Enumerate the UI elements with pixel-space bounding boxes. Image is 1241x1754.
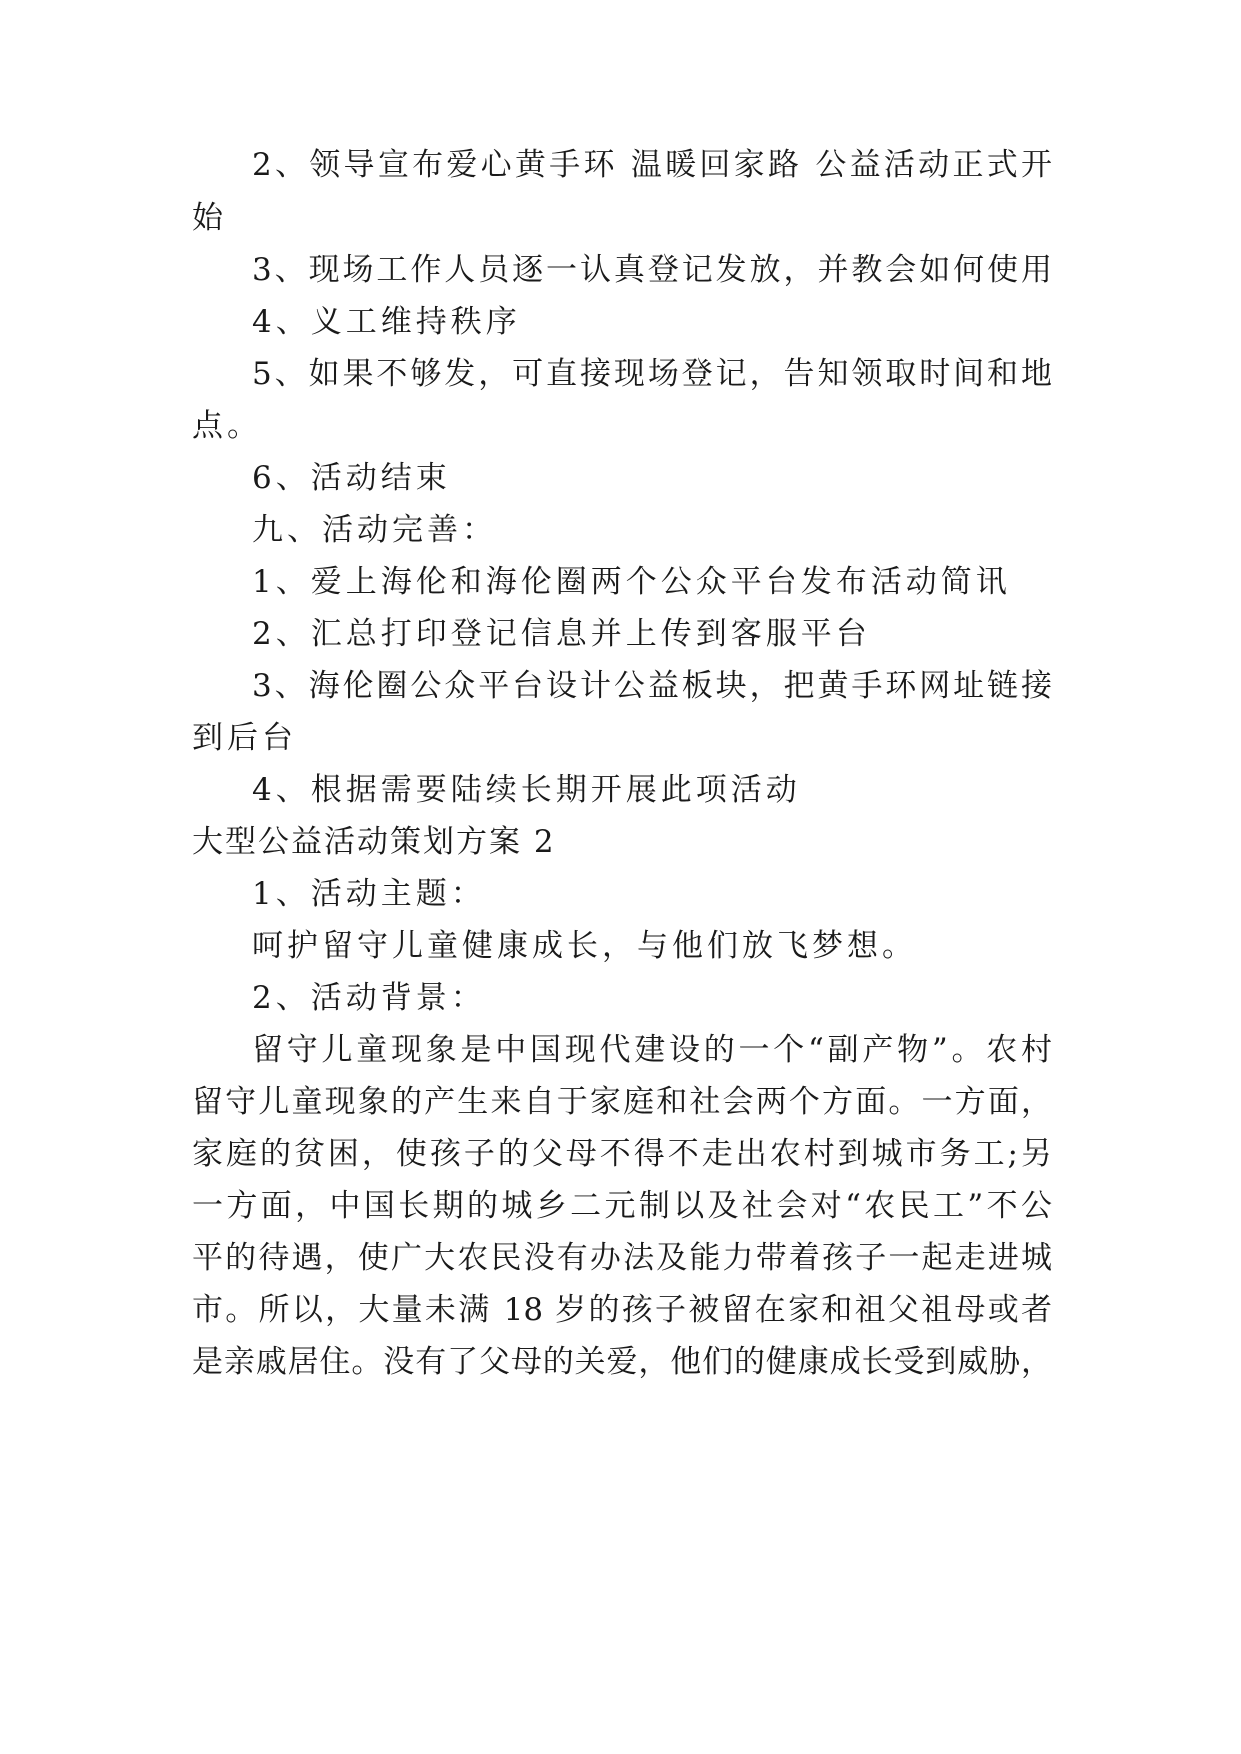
text-line: 到后台 <box>192 720 297 756</box>
section-heading: 九、活动完善： <box>252 512 497 548</box>
text-line: 1、活动主题： <box>252 876 486 912</box>
text-line: 5、如果不够发，可直接现场登记，告知领取时间和地 <box>252 356 1052 392</box>
text-line: 3、现场工作人员逐一认真登记发放，并教会如何使用 <box>252 252 1052 288</box>
text-line: 点。 <box>192 408 262 444</box>
paragraph-line: 市。所以，大量未满 18 岁的孩子被留在家和祖父祖母或者 <box>192 1292 1052 1328</box>
paragraph-line: 留守儿童现象是中国现代建设的一个“副产物”。农村 <box>252 1032 1052 1068</box>
text-line: 4、根据需要陆续长期开展此项活动 <box>252 772 801 808</box>
document-title: 大型公益活动策划方案 2 <box>192 824 556 860</box>
text-line: 2、汇总打印登记信息并上传到客服平台 <box>252 616 871 652</box>
text-line: 3、海伦圈公众平台设计公益板块，把黄手环网址链接 <box>252 668 1052 704</box>
text-line: 4、义工维持秩序 <box>252 304 521 340</box>
paragraph-line: 家庭的贫困，使孩子的父母不得不走出农村到城市务工;另 <box>192 1136 1052 1172</box>
text-line: 2、活动背景： <box>252 980 486 1016</box>
text-line: 呵护留守儿童健康成长，与他们放飞梦想。 <box>252 928 917 964</box>
paragraph-line: 平的待遇，使广大农民没有办法及能力带着孩子一起走进城 <box>192 1240 1052 1276</box>
paragraph-line: 是亲戚居住。没有了父母的关爱，他们的健康成长受到威胁， <box>192 1344 1052 1380</box>
text-line: 2、领导宣布爱心黄手环 温暖回家路 公益活动正式开 <box>252 147 1052 183</box>
text-line: 始 <box>192 200 227 236</box>
text-line: 6、活动结束 <box>252 460 451 496</box>
paragraph-line: 一方面，中国长期的城乡二元制以及社会对“农民工”不公 <box>192 1188 1052 1224</box>
paragraph-line: 留守儿童现象的产生来自于家庭和社会两个方面。一方面， <box>192 1084 1052 1120</box>
text-line: 1、爱上海伦和海伦圈两个公众平台发布活动简讯 <box>252 564 1011 600</box>
